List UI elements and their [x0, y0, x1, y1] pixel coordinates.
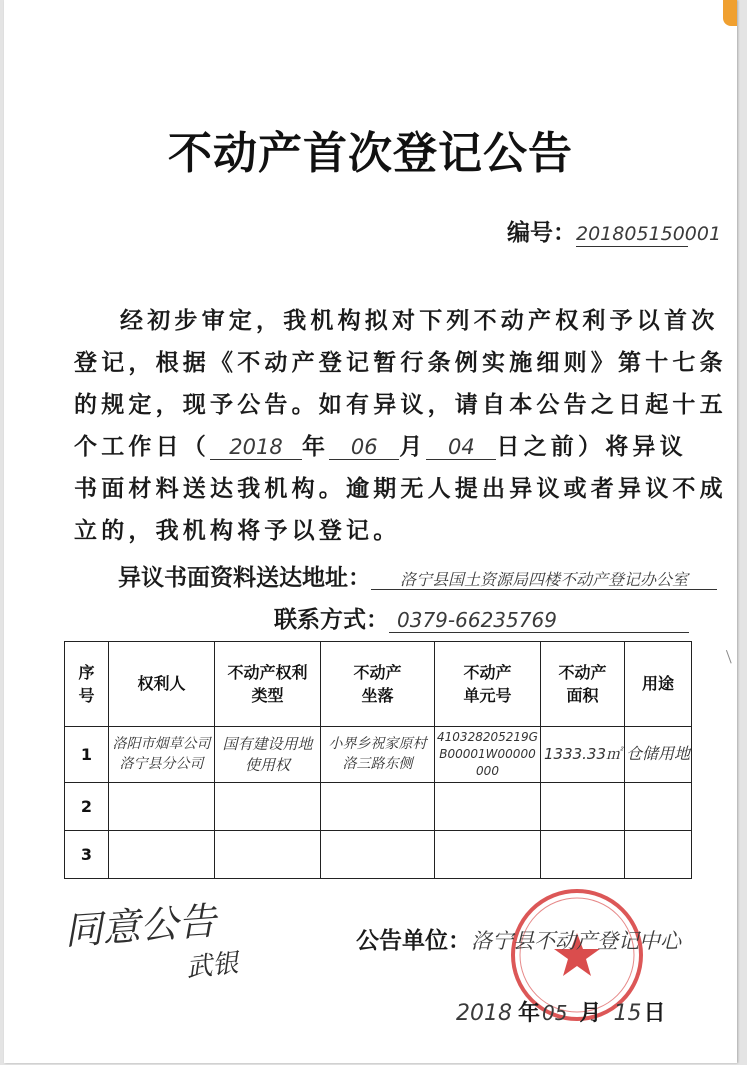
date-day: 15 — [613, 1001, 642, 1026]
address-label: 异议书面资料送达地址： — [118, 564, 371, 591]
row-unit-number — [435, 831, 541, 879]
table-row — [65, 831, 692, 879]
deadline-month: 06 — [329, 435, 399, 460]
row-location: 小界乡祝家原村洛三路东侧 — [321, 727, 435, 783]
row-index: 1 — [65, 727, 109, 783]
body-line-5: 书面材料送达我机构。逾期无人提出异议或者异议不成 — [74, 475, 727, 502]
row-holder: 洛阳市烟草公司洛宁县分公司 — [109, 727, 215, 783]
header-seq: 序 号 — [65, 642, 109, 727]
number-label: 编号： — [507, 219, 576, 246]
row-right-type — [215, 831, 321, 879]
notice-number — [507, 214, 722, 247]
address-value: 洛宁县国土资源局四楼不动产登记办公室 — [371, 571, 717, 590]
number-value: 201805150001 — [576, 223, 722, 245]
date-year-char: 年 — [518, 1000, 541, 1026]
header-usage: 用途 — [625, 642, 692, 727]
header-right-type: 不动产权利 类型 — [215, 642, 321, 727]
row-unit-number: 410328205219GB00001W00000000 — [435, 727, 541, 783]
header-holder: 权利人 — [109, 642, 215, 727]
date-month: 05 — [542, 1001, 568, 1025]
row-holder — [109, 831, 215, 879]
table-row — [65, 783, 692, 831]
row-index: 3 — [65, 831, 109, 879]
row-usage — [625, 831, 692, 879]
body-line-6: 立的，我机构将予以登记。 — [74, 517, 401, 544]
header-area: 不动产 面积 — [541, 642, 625, 727]
margin-mark — [726, 647, 737, 664]
deadline-year: 2018 — [210, 435, 302, 460]
row-right-type — [215, 783, 321, 831]
approval-note: 同意公告 — [62, 898, 218, 954]
row-unit-number — [435, 783, 541, 831]
deadline-day: 04 — [426, 435, 496, 460]
row-area — [541, 783, 625, 831]
approval-signature: 武银 — [184, 948, 240, 984]
registration-table — [64, 641, 692, 879]
header-location: 不动产 坐落 — [321, 642, 435, 727]
contact-row — [274, 601, 689, 634]
row-area — [541, 831, 625, 879]
row-usage — [625, 783, 692, 831]
row-location — [321, 783, 435, 831]
deadline-year-char: 年 — [302, 433, 330, 460]
notice-page — [4, 0, 737, 1063]
date-year: 2018 — [456, 1001, 512, 1026]
table-row — [65, 727, 692, 783]
publisher-row — [356, 922, 681, 955]
table-header-row — [65, 642, 692, 727]
row-area: 1333.33㎡ — [541, 727, 625, 783]
row-right-type: 国有建设用地使用权 — [215, 727, 321, 783]
contact-label: 联系方式： — [274, 606, 389, 633]
viewer-corner-tab — [723, 0, 737, 26]
publisher-label: 公告单位： — [356, 927, 471, 954]
publish-date — [456, 996, 666, 1027]
deadline-month-char: 月 — [399, 433, 427, 460]
contact-value: 0379-66235769 — [389, 609, 689, 633]
date-day-char: 日 — [643, 1000, 666, 1026]
publisher-value: 洛宁县不动产登记中心 — [471, 929, 681, 953]
row-holder — [109, 783, 215, 831]
body-line-3: 的规定，现予公告。如有异议，请自本公告之日起十五 — [74, 391, 727, 418]
row-location — [321, 831, 435, 879]
header-unit-number: 不动产 单元号 — [435, 642, 541, 727]
body-line-4 — [74, 428, 714, 461]
address-row — [118, 559, 717, 592]
date-month-char: 月 — [579, 1000, 602, 1026]
body-line-2: 登记，根据《不动产登记暂行条例实施细则》第十七条 — [74, 349, 727, 376]
body-line-4-suffix: 日之前）将异议 — [496, 433, 687, 460]
row-index: 2 — [65, 783, 109, 831]
body-line-4-prefix: 个工作日（ — [74, 433, 210, 460]
notice-title: 不动产首次登记公告 — [168, 128, 573, 179]
row-usage: 仓储用地 — [625, 727, 692, 783]
body-line-1: 经初步审定，我机构拟对下列不动产权利予以首次 — [120, 307, 719, 334]
